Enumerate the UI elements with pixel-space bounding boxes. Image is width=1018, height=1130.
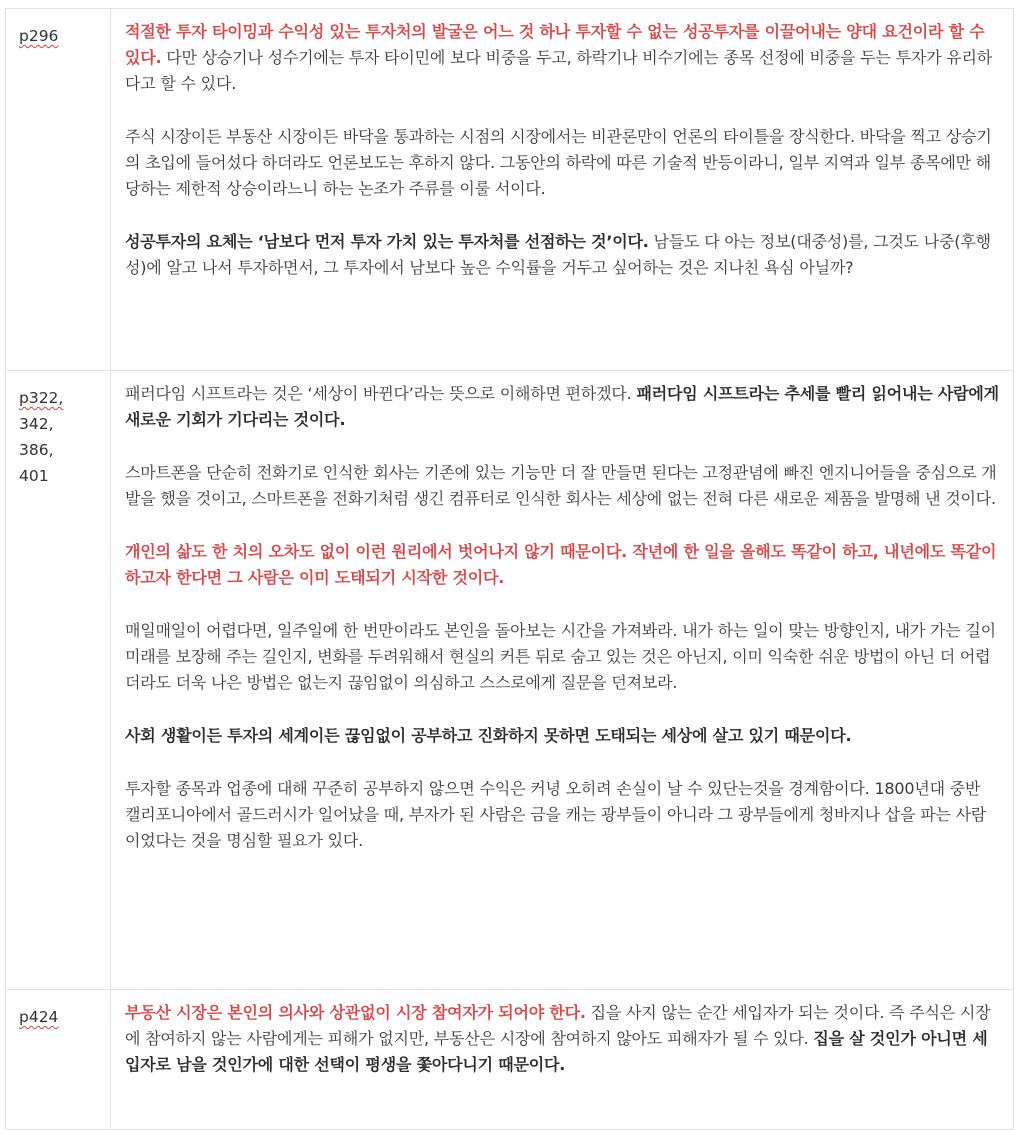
page-ref-cell <box>6 9 111 371</box>
note-paragraph: 스마트폰을 단순히 전화기로 인식한 회사는 기존에 있는 기능만 더 잘 만들면 된다는 고정관념에 빠진 엔지니어들을 중심으로 개발을 했을 것이고, 스마트폰을 전화기처럼 생긴 컴퓨터로 인식한 회사는 세상에 없는 전혀 다른 새로운 제품을 발명해 낸 것이다. <box>125 463 997 508</box>
note-text: 다만 상승기나 성수기에는 투자 타이민에 보다 비중을 두고, 하락기나 비수기에는 종목 선정에 비중을 두는 투자가 유리하다고 할 수 있다. <box>125 48 992 93</box>
page-ref-cell <box>6 990 111 1130</box>
table-row <box>6 371 1014 990</box>
page-ref: p296 <box>19 27 59 45</box>
page-ref: p322, <box>19 389 64 407</box>
page-ref: 342, <box>19 415 54 433</box>
note-paragraph: 투자할 종목과 업종에 대해 꾸준히 공부하지 않으면 수익은 커녕 오히려 손실이 날 수 있단는것을 경계함이다. 1800년대 중반 캘리포니아에서 골드러시가 일어났을 때, 부자가 된 사람은 금을 캐는 광부들이 아니라 그 광부들에게 청바지나 삽을 파는 사람이었다는 것을 명심할 필요가 있다. <box>125 779 987 850</box>
note-cell <box>111 371 1014 990</box>
page-ref: 401 <box>19 467 49 485</box>
note-text: 패러다임 시프트라는 것은 ‘세상이 바뀐다’라는 뜻으로 이해하면 편하겠다. <box>125 384 637 403</box>
note-paragraph <box>125 1000 999 1078</box>
note-cell <box>111 9 1014 371</box>
table-row <box>6 990 1014 1130</box>
page-ref: 386, <box>19 441 54 459</box>
page-ref-cell <box>6 371 111 990</box>
note-paragraph <box>125 19 999 97</box>
note-paragraph: 주식 시장이든 부동산 시장이든 바닥을 통과하는 시점의 시장에서는 비관론만이 언론의 타이틀을 장식한다. 바닥을 찍고 상승기의 초입에 들어섰다 하더라도 언론보도는 후하지 않다. 그동안의 하락에 따른 기술적 반등이라니, 일부 지역과 일부 종목에만 해당하는 제한적 상승이라느니 하는 논조가 주류를 이룰 서이다. <box>125 127 992 198</box>
note-text: 집을 사지 않는 순간 세입자가 되는 것이다. 즉 주식은 시장에 참여하지 않는 사람에게는 피해가 없지만, 부동산은 시장에 참여하지 않아도 피해자가 될 수 있다. <box>125 1003 991 1048</box>
note-paragraph <box>125 381 999 433</box>
highlight-bold-text: 성공투자의 요체는 ‘남보다 먼저 투자 가치 있는 투자처를 선점하는 것’이다. <box>125 232 649 251</box>
note-text: 남들도 다 아는 정보(대중성)를, 그것도 나중(후행성)에 알고 나서 투자하면서, 그 투자에서 남보다 높은 수익률을 거두고 싶어하는 것은 지나친 욕심 아닐까? <box>125 232 991 277</box>
note-paragraph <box>125 229 999 281</box>
note-cell <box>111 990 1014 1130</box>
page-ref: p424 <box>19 1008 59 1026</box>
highlight-bold-text: 패러다임 시프트라는 추세를 빨리 읽어내는 사람에게 새로운 기회가 기다리는 것이다. <box>125 384 999 429</box>
table-row <box>6 9 1014 371</box>
highlight-red-text: 부동산 시장은 본인의 의사와 상관없이 시장 참여자가 되어야 한다. <box>125 1003 586 1022</box>
highlight-bold-text: 집을 살 것인가 아니면 세입자로 남을 것인가에 대한 선택이 평생을 쫓아다니기 때문이다. <box>125 1029 988 1074</box>
notes-table <box>5 8 1014 1130</box>
note-paragraph-bold: 사회 생활이든 투자의 세계이든 끊임없이 공부하고 진화하지 못하면 도태되는 세상에 살고 있기 때문이다. <box>125 726 852 745</box>
highlight-red-text: 적절한 투자 타이밍과 수익성 있는 투자처의 발굴은 어느 것 하나 투자할 수 없는 성공투자를 이끌어내는 양대 요건이라 할 수 있다. <box>125 22 985 67</box>
note-paragraph-red: 개인의 삶도 한 치의 오차도 없이 이런 원리에서 벗어나지 않기 때문이다. 작년에 한 일을 올해도 똑같이 하고, 내년에도 똑같이 하고자 한다면 그 사람은 이미 도태되기 시작한 것이다. <box>125 542 997 587</box>
note-paragraph: 매일매일이 어렵다면, 일주일에 한 번만이라도 본인을 돌아보는 시간을 가져봐라. 내가 하는 일이 맞는 방향인지, 내가 가는 길이 미래를 보장해 주는 길인지, 변화를 두려워해서 현실의 커튼 뒤로 숨고 있는 것은 아닌지, 이미 익숙한 쉬운 방법이 아닌 더 어렵더라도 더욱 나은 방법은 없는지 끊임없이 의심하고 스스로에게 질문을 던져보라. <box>125 621 996 692</box>
